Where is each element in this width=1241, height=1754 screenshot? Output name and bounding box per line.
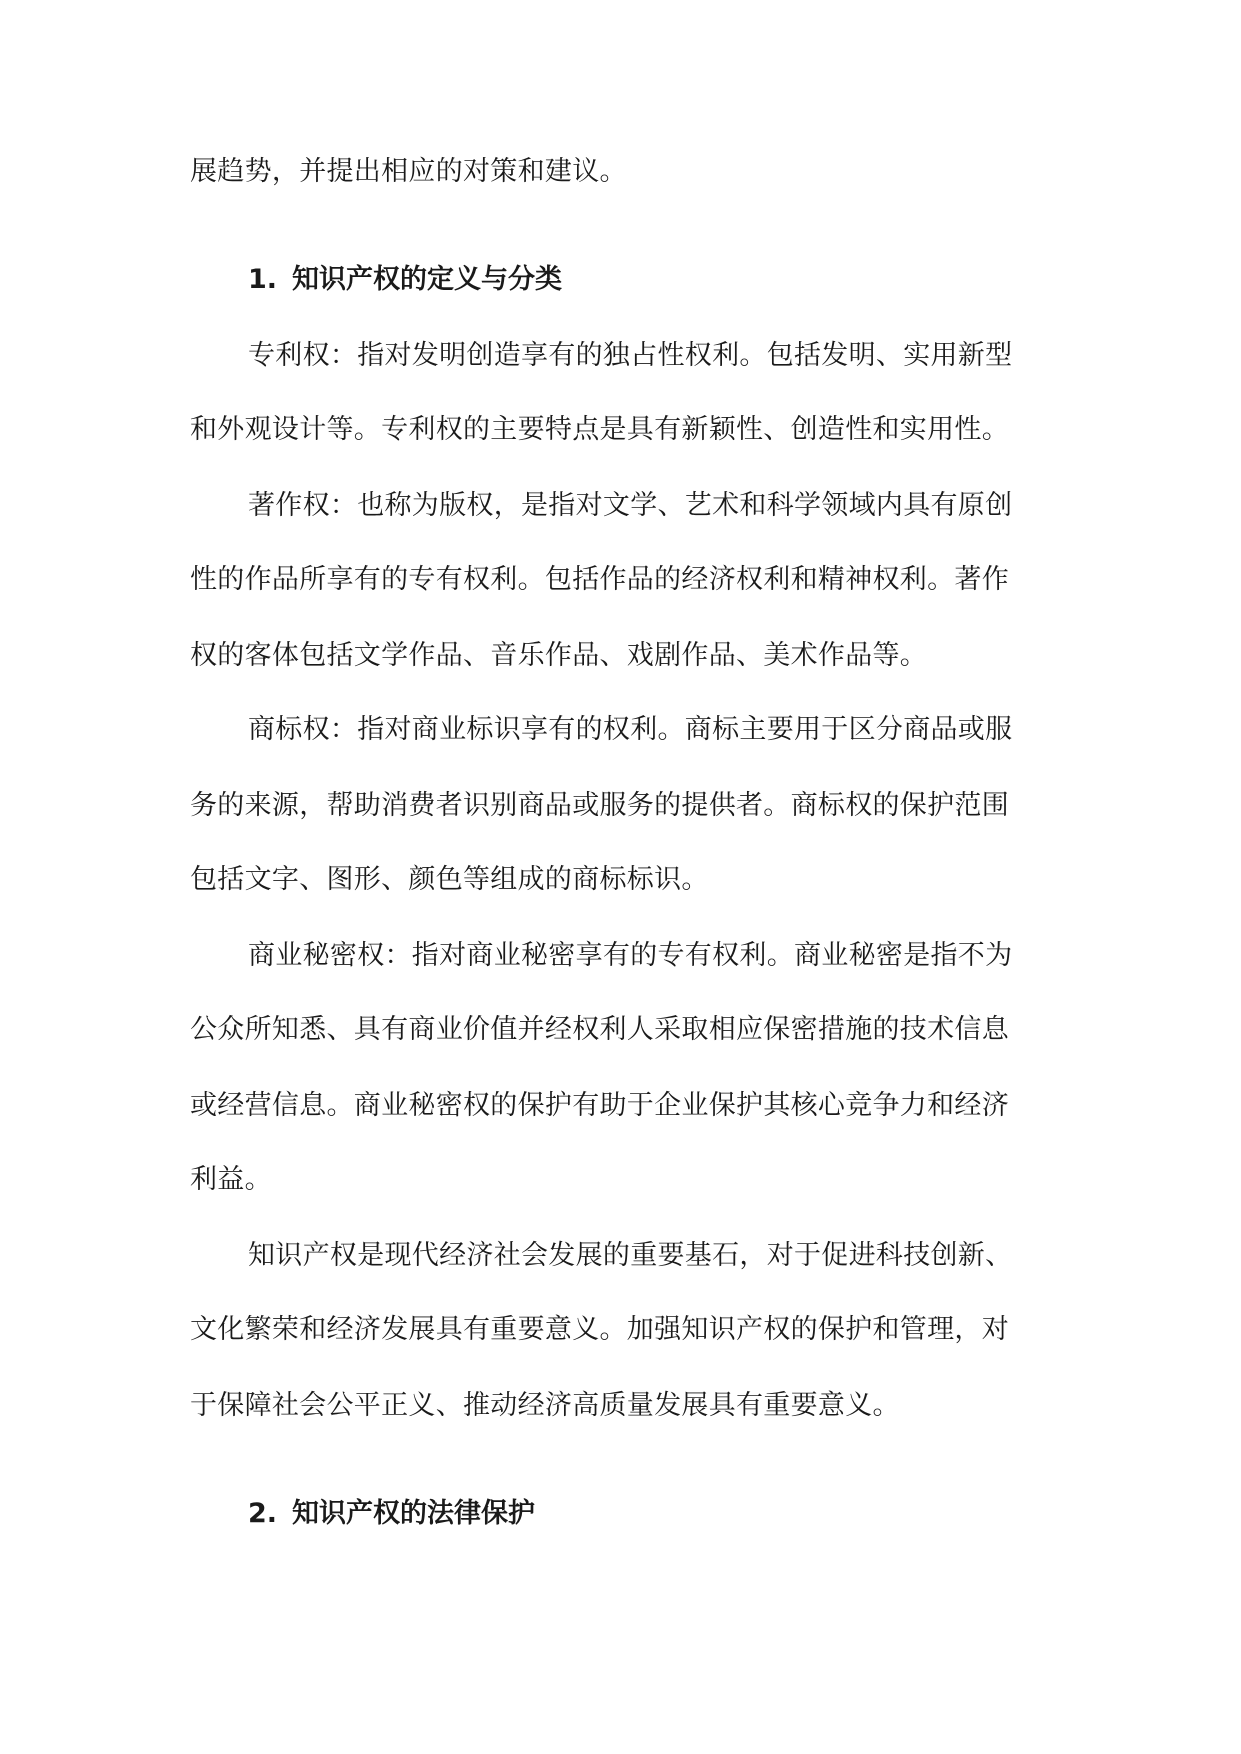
section-heading-1 [248,262,562,298]
paragraph-line: 专利权：指对发明创造享有的独占性权利。包括发明、实用新型 [248,340,1013,371]
section-number: 2. [248,1498,278,1529]
paragraph-line: 权的客体包括文学作品、音乐作品、戏剧作品、美术作品等。 [190,640,928,671]
intro-tail-line: 展趋势，并提出相应的对策和建议。 [190,156,627,187]
paragraph-line: 利益。 [190,1164,272,1195]
paragraph-line: 著作权：也称为版权，是指对文学、艺术和科学领域内具有原创 [248,490,1013,521]
paragraph-line: 商业秘密权：指对商业秘密享有的专有权利。商业秘密是指不为 [248,940,1013,971]
section-number: 1. [248,264,278,295]
paragraph-line: 性的作品所享有的专有权利。包括作品的经济权利和精神权利。著作 [190,564,1009,595]
section-title: 知识产权的法律保护 [292,1498,535,1529]
section-title: 知识产权的定义与分类 [292,264,562,295]
paragraph-line: 知识产权是现代经济社会发展的重要基石，对于促进科技创新、 [248,1240,1013,1271]
paragraph-line: 包括文字、图形、颜色等组成的商标标识。 [190,864,709,895]
paragraph-line: 文化繁荣和经济发展具有重要意义。加强知识产权的保护和管理，对 [190,1314,1009,1345]
paragraph-line: 务的来源，帮助消费者识别商品或服务的提供者。商标权的保护范围 [190,790,1009,821]
paragraph-line: 商标权：指对商业标识享有的权利。商标主要用于区分商品或服 [248,714,1013,745]
section-heading-2 [248,1496,535,1532]
paragraph-line: 或经营信息。商业秘密权的保护有助于企业保护其核心竞争力和经济 [190,1090,1009,1121]
paragraph-line: 和外观设计等。专利权的主要特点是具有新颖性、创造性和实用性。 [190,414,1009,445]
paragraph-line: 于保障社会公平正义、推动经济高质量发展具有重要意义。 [190,1390,900,1421]
paragraph-line: 公众所知悉、具有商业价值并经权利人采取相应保密措施的技术信息 [190,1014,1009,1045]
